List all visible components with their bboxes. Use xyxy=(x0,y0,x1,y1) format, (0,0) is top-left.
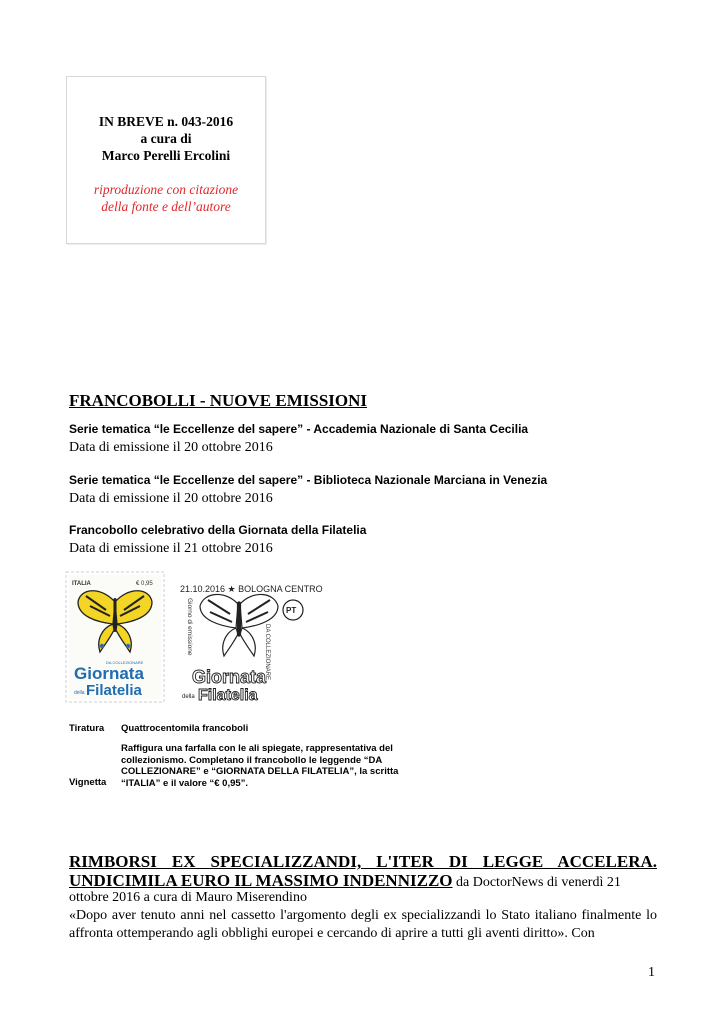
item-heading-3: Francobollo celebrativo della Giornata della Filatelia xyxy=(69,523,367,537)
reproduction-note-2: della fonte e dell’autore xyxy=(101,199,231,214)
curated-by-label: a cura di xyxy=(140,131,192,146)
postmark-della: della xyxy=(182,694,195,700)
article-title-line-2 xyxy=(69,871,669,891)
stamp-word-filatelia: Filatelia xyxy=(86,682,142,699)
vignetta-label: Vignetta xyxy=(69,777,107,788)
item-heading-2: Serie tematica “le Eccellenze del sapere” - Biblioteca Nazionale Marciana in Venezia xyxy=(69,473,548,487)
postmark-image xyxy=(178,580,323,704)
postmark-filatelia: Filatelia xyxy=(198,687,258,704)
pt-logo-icon: PT xyxy=(286,606,297,615)
postmark-vertical-2: DA COLLEZIONARE xyxy=(264,624,270,681)
postmark-giornata: Giornata xyxy=(192,667,267,687)
item-heading-1: Serie tematica “le Eccellenze del sapere” - Accademia Nazionale di Santa Cecilia xyxy=(69,422,529,436)
stamp-small-text: DA COLLEZIONARE xyxy=(106,660,144,665)
vignetta-line: COLLEZIONARE” e “GIORNATA DELLA FILATELIA”, la scritta xyxy=(121,766,399,777)
stamp-image xyxy=(66,572,164,702)
item-date-2: Data di emissione il 20 ottobre 2016 xyxy=(69,491,273,506)
article-body: «Dopo aver tenuto anni nel cassetto l'argomento degli ex specializzandi lo Stato italiano finalmente lo affronta ottemperando agli obblighi europei e cercando di aprire a tutti gli aventi diritto». Con xyxy=(69,908,657,941)
bulletin-number: IN BREVE n. 043-2016 xyxy=(98,114,234,129)
vignetta-line: “ITALIA” e il valore “€ 0,95”. xyxy=(121,777,249,789)
vignetta-description xyxy=(121,743,398,789)
postmark-vertical-1: Giorno di emissione xyxy=(186,598,193,656)
item-date-3: Data di emissione il 21 ottobre 2016 xyxy=(69,541,273,556)
reproduction-note-1: riproduzione con citazione xyxy=(93,182,239,197)
article-title-continued: UNDICIMILA EURO IL MASSIMO INDENNIZZO xyxy=(69,871,453,890)
article-source: da DoctorNews di venerdì 21 xyxy=(452,875,621,890)
stamp-word-giornata: Giornata xyxy=(74,664,144,683)
author-name: Marco Perelli Ercolini xyxy=(101,148,231,163)
item-date-1: Data di emissione il 20 ottobre 2016 xyxy=(69,440,273,455)
tiratura-value: Quattrocentomila francoboli xyxy=(121,723,249,734)
tiratura-label: Tiratura xyxy=(69,723,105,734)
section-title-stamps: FRANCOBOLLI - NUOVE EMISSIONI xyxy=(69,391,368,410)
stamp-word-della: della xyxy=(74,690,85,696)
stamp-country: ITALIA xyxy=(72,581,91,587)
header-box xyxy=(66,76,266,244)
article-title-line-1: RIMBORSI EX SPECIALIZZANDI, L'ITER DI LEGGE ACCELERA. xyxy=(69,852,657,871)
article-source-continued: ottobre 2016 a cura di Mauro Miserendino xyxy=(69,890,307,905)
vignetta-line: collezionismo. Completano il francobollo le leggende “DA xyxy=(121,754,383,766)
postmark-date-place: 21.10.2016 ★ BOLOGNA CENTRO xyxy=(180,584,323,594)
stamp-value: € 0,95 xyxy=(136,581,153,587)
vignetta-line: Raffigura una farfalla con le ali spiegate, rappresentativa del xyxy=(121,743,393,754)
page-number: 1 xyxy=(648,965,655,980)
